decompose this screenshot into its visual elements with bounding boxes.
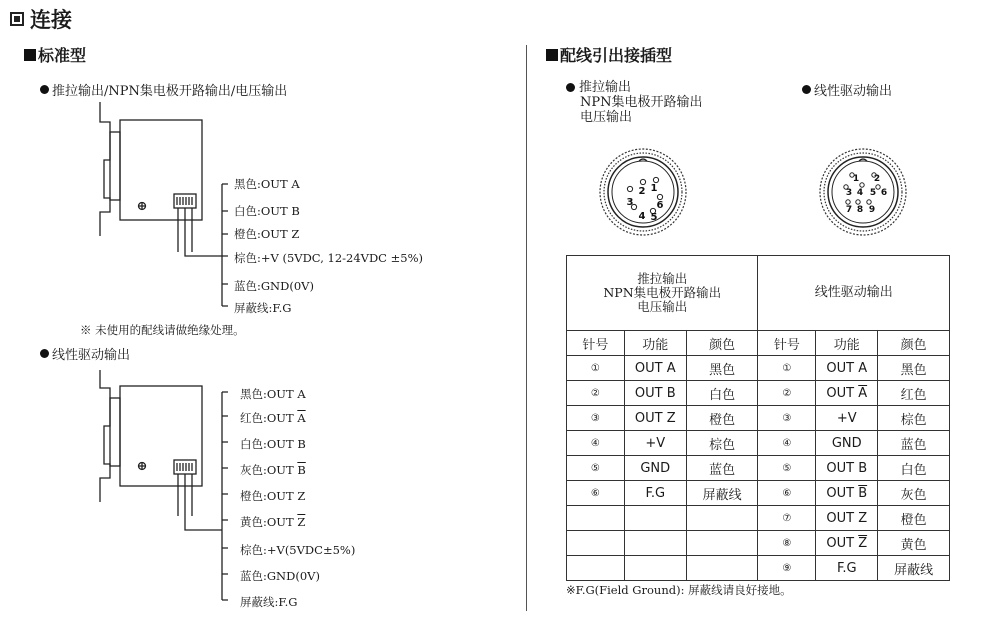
bullet-dot-icon xyxy=(566,83,575,92)
cell-function xyxy=(624,456,686,481)
wire-signal: GND(0V) xyxy=(260,279,314,293)
wire-sep: : xyxy=(263,569,267,583)
connector2-pin-5: 5 xyxy=(869,188,877,198)
connector2-label xyxy=(802,80,892,99)
cell-color xyxy=(878,481,950,506)
cell-text: OUT B xyxy=(634,385,676,401)
cell-pin xyxy=(567,531,625,556)
cell-color xyxy=(686,381,758,406)
cell-overline-text: $\overline{A}$ xyxy=(858,385,868,401)
table-row xyxy=(567,556,950,581)
group1-label xyxy=(40,80,287,99)
cell-color xyxy=(686,506,758,531)
connector-type-title xyxy=(546,43,672,66)
cell-pin xyxy=(758,406,816,431)
section-title xyxy=(10,4,72,34)
cell-text: OUT Z xyxy=(634,410,676,426)
cell-pin xyxy=(758,531,816,556)
wire-sep: : xyxy=(263,543,267,557)
cell-function xyxy=(816,406,878,431)
wire-label-2-6 xyxy=(240,514,305,530)
cell-color xyxy=(686,406,758,431)
col-header-color-2: 颜色 xyxy=(878,331,950,356)
cell-text: 屏蔽线 xyxy=(702,487,742,503)
cell-text: ② xyxy=(590,387,600,399)
connector2-pin-9: 9 xyxy=(868,205,876,215)
wire-label-1-6 xyxy=(234,300,291,316)
section-square-icon xyxy=(10,12,24,26)
cell-color xyxy=(686,431,758,456)
cell-text: OUT A xyxy=(634,360,676,376)
wire-sep: : xyxy=(257,279,261,293)
cell-function xyxy=(816,431,878,456)
cell-text: 黄色 xyxy=(900,537,927,553)
connector1-pin-6: 6 xyxy=(656,200,664,211)
wire-label-2-2 xyxy=(240,410,306,426)
connector2-pin-7: 7 xyxy=(845,205,853,215)
cell-text: ⑥ xyxy=(590,487,600,499)
group2-label-text: 线性驱动输出 xyxy=(52,348,131,363)
cell-text: OUT Z xyxy=(826,510,868,526)
wire-label-1-2 xyxy=(234,203,300,219)
wire-color: 黑色 xyxy=(234,177,257,191)
pin-table xyxy=(566,255,950,581)
wire-color: 红色 xyxy=(240,411,263,425)
cell-color xyxy=(878,381,950,406)
col-header-pin-1: 针号 xyxy=(567,331,625,356)
cell-pin xyxy=(567,506,625,531)
cell-text: 橙色 xyxy=(709,412,736,428)
connector1-pin-2: 2 xyxy=(638,186,646,197)
cell-text: OUT xyxy=(826,385,859,401)
group1-label-text: 推拉输出/NPN集电极开路输出/电压输出 xyxy=(52,84,288,99)
wire-sep: : xyxy=(263,437,267,451)
cell-pin xyxy=(758,481,816,506)
cell-color xyxy=(686,456,758,481)
connector2-pin-3: 3 xyxy=(845,188,853,198)
table-row xyxy=(567,381,950,406)
wire-sep: : xyxy=(263,387,267,401)
wire-signal: OUT B xyxy=(266,437,306,451)
cell-text: 屏蔽线 xyxy=(894,562,934,578)
wire-overline: $\overline{B}$ xyxy=(297,463,306,477)
wire-color: 蓝色 xyxy=(234,279,257,293)
col-header-function-2: 功能 xyxy=(816,331,878,356)
connector1-pin-5: 5 xyxy=(650,212,658,223)
group1-header-line-2: 电压输出 xyxy=(637,299,688,314)
wire-color: 棕色 xyxy=(234,251,257,265)
cell-text: 黑色 xyxy=(709,362,736,378)
col-header-color-1: 颜色 xyxy=(686,331,758,356)
cell-function xyxy=(624,356,686,381)
bullet-dot-icon xyxy=(40,85,49,94)
cell-function xyxy=(816,531,878,556)
cell-text: 橙色 xyxy=(900,512,927,528)
table-group1-header xyxy=(567,256,758,331)
bullet-dot-icon xyxy=(802,85,811,94)
wire-color: 屏蔽线 xyxy=(234,301,269,315)
table-column-header-row xyxy=(567,331,950,356)
cell-text: 红色 xyxy=(900,387,927,403)
cell-pin xyxy=(567,481,625,506)
pin-table-body xyxy=(567,356,950,581)
cell-color xyxy=(686,356,758,381)
connector2-pin-1: 1 xyxy=(852,174,860,184)
cell-function xyxy=(624,381,686,406)
cell-function xyxy=(624,556,686,581)
filled-square-icon xyxy=(24,49,36,61)
group2-label xyxy=(40,344,130,363)
wire-label-2-5 xyxy=(240,488,305,504)
cell-text: ① xyxy=(782,362,792,374)
cell-pin xyxy=(758,506,816,531)
cell-color xyxy=(878,506,950,531)
cell-text: ⑥ xyxy=(782,487,792,499)
connector1-label-1: NPN集电极开路输出 xyxy=(580,95,703,110)
table-row xyxy=(567,356,950,381)
wire-sep: : xyxy=(263,411,267,425)
col-header-function-1: 功能 xyxy=(624,331,686,356)
wire-signal: OUT A xyxy=(266,387,306,401)
wire-color: 白色 xyxy=(234,204,257,218)
cell-pin xyxy=(758,431,816,456)
standard-type-title-text: 标准型 xyxy=(38,46,87,65)
wire-sep: : xyxy=(268,301,273,315)
connector2-pin-8: 8 xyxy=(856,205,864,215)
cell-text: ⑧ xyxy=(782,537,792,549)
connector1-pin-4: 4 xyxy=(638,211,646,222)
connector1-label-2: 电压输出 xyxy=(580,110,633,125)
cell-color xyxy=(686,531,758,556)
cell-pin xyxy=(567,431,625,456)
cell-text: OUT xyxy=(826,485,859,501)
bullet-dot-icon xyxy=(40,349,49,358)
wire-signal: GND(0V) xyxy=(266,569,320,583)
wire-label-1-4 xyxy=(234,250,423,266)
wire-color: 黑色 xyxy=(240,387,263,401)
connector2-pin-6: 6 xyxy=(880,188,888,198)
connector1-label-row xyxy=(566,80,703,95)
filled-square-icon xyxy=(546,49,558,61)
wire-signal: F.G xyxy=(272,301,292,315)
wire-color: 橙色 xyxy=(240,489,263,503)
wire-overline: $\overline{A}$ xyxy=(297,411,306,425)
wire-sep: : xyxy=(257,251,261,265)
cell-color xyxy=(878,556,950,581)
wire-signal: +V(5VDC±5%) xyxy=(266,543,356,557)
col-header-pin-2: 针号 xyxy=(758,331,816,356)
section-title-text: 连接 xyxy=(30,8,72,32)
cell-function xyxy=(624,431,686,456)
wire-color: 白色 xyxy=(240,437,263,451)
wire-color: 屏蔽线 xyxy=(240,595,275,609)
cell-function xyxy=(816,381,878,406)
wire-label-2-8 xyxy=(240,568,320,584)
standard-type-title xyxy=(24,43,86,66)
wire-signal: OUT B xyxy=(260,204,300,218)
cell-pin xyxy=(758,381,816,406)
cell-text: OUT B xyxy=(826,460,868,476)
wire-label-1-5 xyxy=(234,278,314,294)
connector1-pin-1: 1 xyxy=(650,183,658,194)
wire-color: 黄色 xyxy=(240,515,263,529)
wire-label-2-4 xyxy=(240,462,306,478)
connector1-label-0: 推拉输出 xyxy=(579,80,632,95)
connector2-pin-2: 2 xyxy=(873,174,881,184)
wire-overline: $\overline{Z}$ xyxy=(297,515,306,529)
cell-function xyxy=(816,456,878,481)
wire-signal: F.G xyxy=(278,595,298,609)
cell-text: 棕色 xyxy=(709,437,736,453)
wire-color: 灰色 xyxy=(240,463,263,477)
table-row xyxy=(567,506,950,531)
cell-pin xyxy=(567,356,625,381)
cell-text: 黑色 xyxy=(900,362,927,378)
cell-overline-text: $\overline{B}$ xyxy=(858,485,868,501)
wire-sep: : xyxy=(263,489,267,503)
cell-text: GND xyxy=(831,435,862,451)
cell-function xyxy=(816,481,878,506)
cell-pin xyxy=(567,556,625,581)
cell-text: 蓝色 xyxy=(900,437,927,453)
cell-pin xyxy=(758,456,816,481)
cell-text: ① xyxy=(590,362,600,374)
cell-text: ⑤ xyxy=(782,462,792,474)
cell-text: ④ xyxy=(590,437,600,449)
connector2-drawing xyxy=(818,147,908,237)
table-group2-header: 线性驱动输出 xyxy=(758,256,950,331)
cell-text: ② xyxy=(782,387,792,399)
wire-signal: OUT xyxy=(266,411,298,425)
wire-signal: OUT Z xyxy=(260,227,300,241)
table-row xyxy=(567,431,950,456)
cell-color xyxy=(686,481,758,506)
connector2-label-text: 线性驱动输出 xyxy=(814,84,893,99)
table-row xyxy=(567,531,950,556)
cell-text: 灰色 xyxy=(900,487,927,503)
cell-text: 白色 xyxy=(900,462,927,478)
cell-text: 白色 xyxy=(709,387,736,403)
wire-label-2-9 xyxy=(240,594,297,610)
cell-color xyxy=(878,356,950,381)
wire-signal: OUT A xyxy=(260,177,300,191)
wire-signal: OUT Z xyxy=(266,489,306,503)
cell-function xyxy=(624,531,686,556)
wire-label-2-1 xyxy=(240,386,306,402)
cell-color xyxy=(878,456,950,481)
wire-sep: : xyxy=(274,595,279,609)
wire-sep: : xyxy=(263,463,267,477)
fg-footnote: ※F.G(Field Ground): 屏蔽线请良好接地。 xyxy=(566,583,792,597)
cell-color xyxy=(878,406,950,431)
cell-function xyxy=(624,481,686,506)
wire-sep: : xyxy=(263,515,267,529)
cell-pin xyxy=(567,406,625,431)
wire-sep: : xyxy=(257,227,261,241)
group1-header-line-1: NPN集电极开路输出 xyxy=(603,285,722,300)
connector-type-title-text: 配线引出接插型 xyxy=(560,46,673,65)
cell-text: +V xyxy=(645,435,666,451)
cell-function xyxy=(816,556,878,581)
cell-text: ④ xyxy=(782,437,792,449)
cell-text: F.G xyxy=(836,560,857,576)
wire-color: 橙色 xyxy=(234,227,257,241)
cell-text: ③ xyxy=(782,412,792,424)
cell-text: ③ xyxy=(590,412,600,424)
cell-pin xyxy=(567,456,625,481)
cell-function xyxy=(624,406,686,431)
cell-text: 棕色 xyxy=(900,412,927,428)
wire-label-1-1 xyxy=(234,176,300,192)
table-group-header-row xyxy=(567,256,950,331)
cell-pin xyxy=(567,381,625,406)
cell-text: F.G xyxy=(645,485,666,501)
cell-text: GND xyxy=(640,460,671,476)
cell-text: ⑨ xyxy=(782,562,792,574)
table-row xyxy=(567,406,950,431)
connector1-labels xyxy=(566,80,703,125)
group1-header-line-0: 推拉输出 xyxy=(637,271,688,286)
cell-text: 蓝色 xyxy=(709,462,736,478)
table-row xyxy=(567,456,950,481)
wire-sep: : xyxy=(257,204,261,218)
cell-text: ⑤ xyxy=(590,462,600,474)
cell-overline-text: $\overline{Z}$ xyxy=(858,535,868,551)
table-row xyxy=(567,481,950,506)
cell-text: OUT xyxy=(826,535,859,551)
cell-color xyxy=(878,531,950,556)
cell-pin xyxy=(758,356,816,381)
cell-text: OUT A xyxy=(826,360,868,376)
cell-function xyxy=(624,506,686,531)
cell-text: +V xyxy=(836,410,857,426)
wire-color: 蓝色 xyxy=(240,569,263,583)
wire-signal: OUT xyxy=(266,463,298,477)
cell-color xyxy=(878,431,950,456)
cell-pin xyxy=(758,556,816,581)
encoder-drawing-1 xyxy=(92,100,232,320)
unused-wire-note: ※ 未使用的配线请做绝缘处理。 xyxy=(80,323,245,337)
connector1-drawing xyxy=(598,147,688,237)
wire-signal: +V (5VDC, 12-24VDC ±5%) xyxy=(260,251,423,265)
encoder-drawing-2 xyxy=(92,368,232,608)
wire-color: 棕色 xyxy=(240,543,263,557)
wire-label-2-7 xyxy=(240,542,355,558)
connector2-pin-4: 4 xyxy=(856,188,864,198)
cell-function xyxy=(816,506,878,531)
wire-label-1-3 xyxy=(234,226,299,242)
column-divider xyxy=(526,45,527,611)
wire-sep: : xyxy=(257,177,261,191)
connector1-pin-3: 3 xyxy=(626,197,634,208)
cell-color xyxy=(686,556,758,581)
wire-label-2-3 xyxy=(240,436,306,452)
cell-text: ⑦ xyxy=(782,512,792,524)
cell-function xyxy=(816,356,878,381)
wire-signal: OUT xyxy=(266,515,298,529)
